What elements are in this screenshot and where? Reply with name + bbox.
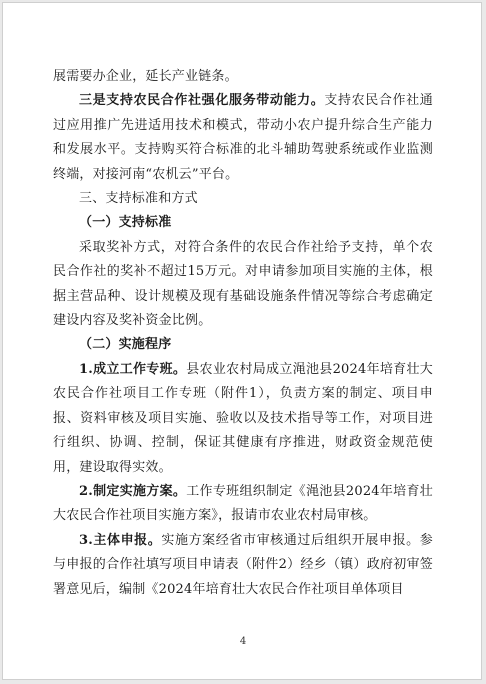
subsection-heading-2 bbox=[53, 333, 433, 357]
paragraph-text: 工作专班组织制定《渑池县2024年培育壮大农民合作社项目实施方案》，报请市农业农村局审核。 bbox=[53, 483, 433, 524]
subsection-heading-1 bbox=[53, 211, 433, 235]
paragraph-lead: 1.成立工作专班。 bbox=[79, 361, 187, 377]
document-body bbox=[53, 65, 433, 602]
paragraph-text: 展需要办企业，延长产业链条。 bbox=[53, 69, 238, 84]
paragraph-1 bbox=[53, 65, 433, 89]
section-heading-3 bbox=[53, 187, 433, 211]
paragraph-text: 实施方案经省市审核通过后组织开展申报。参与申报的合作社填写项目申请表（附件2）经乡（镇）政府初审签署意见后，编制《2024年培育壮大农民合作社项目单体项目 bbox=[53, 532, 433, 597]
paragraph-lead: 三是支持农民合作社强化服务带动能力。 bbox=[79, 93, 325, 109]
paragraph-text: 县农业农村局成立渑池县2024年培育壮大农民合作社项目工作专班（附件1），负责方案的制定、项目申报、资料审核及项目实施、验收以及技术指导等工作，对项目进行组织、协调、控制，保证其健康有序推进，财政资金规范使用，建设取得实效。 bbox=[53, 361, 433, 475]
paragraph-2 bbox=[53, 89, 433, 187]
document-page bbox=[3, 3, 481, 679]
paragraph-lead: 2.制定实施方案。 bbox=[79, 483, 187, 499]
paragraph-8 bbox=[53, 480, 433, 529]
paragraph-text: 支持农民合作社通过应用推广先进适用技术和模式，带动小农户提升综合生产能力和发展水平。支持购买符合标准的北斗辅助驾驶系统或作业监测终端，对接河南“农机云”平台。 bbox=[53, 93, 433, 182]
paragraph-lead: （二）实施程序 bbox=[79, 337, 172, 353]
paragraph-5 bbox=[53, 236, 433, 334]
paragraph-lead: （一）支持标准 bbox=[79, 215, 172, 231]
page-number: 4 bbox=[239, 636, 247, 647]
paragraph-text: 采取奖补方式，对符合条件的农民合作社给予支持，单个农民合作社的奖补不超过15万元。对申请参加项目实施的主体，根据主营品种、设计规模及现有基础设施条件情况等综合考虑确定建设内容及奖补资金比例。 bbox=[53, 239, 433, 329]
paragraph-9 bbox=[53, 529, 433, 602]
paragraph-lead: 3.主体申报。 bbox=[79, 532, 162, 548]
paragraph-7 bbox=[53, 358, 433, 480]
paragraph-text: 三、支持标准和方式 bbox=[79, 191, 198, 207]
